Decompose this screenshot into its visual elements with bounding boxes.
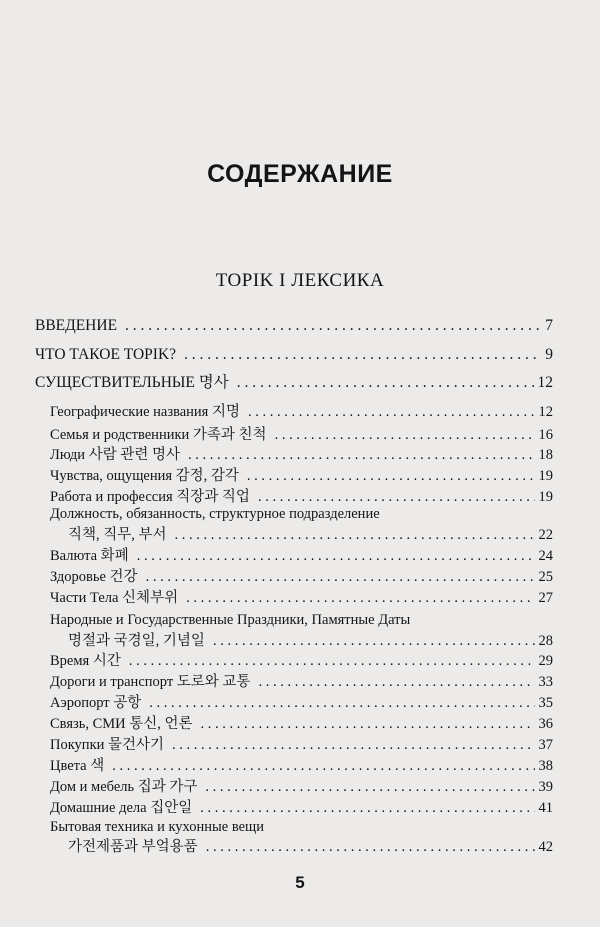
toc-entry-title: Дороги и транспорт 도로와 교통 bbox=[50, 674, 251, 690]
page-title: СОДЕРЖАНИЕ bbox=[207, 160, 393, 188]
toc-entry-airport[interactable] bbox=[50, 692, 553, 714]
toc-entry-body-parts[interactable] bbox=[50, 587, 553, 609]
dot-leader bbox=[213, 630, 535, 652]
toc-entry-page: 18 bbox=[538, 447, 553, 463]
toc-entry-continuation: 가전제품과 부엌용품 bbox=[68, 839, 198, 855]
dot-leader bbox=[275, 424, 535, 446]
toc-entry-title: СУЩЕСТВИТЕЛЬНЫЕ 명사 bbox=[35, 374, 229, 391]
toc-entry-page: 36 bbox=[538, 716, 553, 732]
toc-entry-page: 41 bbox=[538, 800, 553, 816]
toc-entry-shopping[interactable] bbox=[50, 734, 553, 756]
dot-leader bbox=[201, 713, 535, 735]
toc-entry-geography[interactable] bbox=[50, 401, 553, 423]
toc-entry-position-title: Должность, обязанность, структурное подразделение bbox=[50, 506, 380, 522]
toc-entry-introduction[interactable] bbox=[35, 315, 553, 337]
toc-entry-continuation: 명절과 국경일, 기념일 bbox=[68, 633, 205, 649]
toc-entry-page: 12 bbox=[537, 374, 553, 391]
toc-entry-page: 38 bbox=[538, 758, 553, 774]
dot-leader bbox=[237, 372, 534, 394]
toc-entry-nouns[interactable] bbox=[35, 372, 553, 394]
toc-entry-colors[interactable] bbox=[50, 755, 553, 777]
toc-entry-people[interactable] bbox=[50, 444, 553, 466]
toc-entry-title: ВВЕДЕНИЕ bbox=[35, 317, 118, 334]
toc-entry-page: 37 bbox=[538, 737, 553, 753]
dot-leader bbox=[206, 836, 535, 858]
dot-leader bbox=[247, 465, 535, 487]
toc-entry-page: 25 bbox=[538, 569, 553, 585]
toc-entry-appliances-title: Бытовая техника и кухонные вещи bbox=[50, 819, 264, 835]
toc-entry-title: Покупки 물건사기 bbox=[50, 737, 165, 753]
dot-leader bbox=[188, 444, 535, 466]
toc-entry-page: 16 bbox=[538, 427, 553, 443]
toc-entry-family[interactable] bbox=[50, 424, 553, 446]
toc-entry-page: 12 bbox=[538, 404, 553, 420]
toc-entry-title: Здоровье 건강 bbox=[50, 569, 138, 585]
toc-entry-page: 7 bbox=[545, 317, 553, 334]
toc-entry-roads[interactable] bbox=[50, 671, 553, 693]
toc-entry-feelings[interactable] bbox=[50, 465, 553, 487]
toc-entry-title: Домашние дела 집안일 bbox=[50, 800, 193, 816]
toc-entry-page: 28 bbox=[538, 633, 553, 649]
toc-entry-title: Части Тела 신체부위 bbox=[50, 590, 179, 606]
dot-leader bbox=[186, 587, 534, 609]
toc-entry-title: Географические названия 지명 bbox=[50, 404, 240, 420]
toc-entry-page: 39 bbox=[538, 779, 553, 795]
dot-leader bbox=[184, 344, 541, 366]
dot-leader bbox=[146, 566, 535, 588]
page-number: 5 bbox=[295, 873, 305, 892]
toc-entry-what-is-topik[interactable] bbox=[35, 344, 553, 366]
dot-leader bbox=[129, 650, 535, 672]
toc-entry-title: Чувства, ощущения 감정, 감각 bbox=[50, 468, 239, 484]
dot-leader bbox=[175, 524, 535, 546]
toc-entry-title: Работа и профессия 직장과 직업 bbox=[50, 489, 250, 505]
toc-entry-page: 24 bbox=[538, 548, 553, 564]
toc-entry-continuation: 직책, 직무, 부서 bbox=[68, 527, 167, 543]
dot-leader bbox=[125, 315, 541, 337]
toc-entry-page: 27 bbox=[538, 590, 553, 606]
toc-entry-home[interactable] bbox=[50, 776, 553, 798]
toc-entry-appliances[interactable] bbox=[50, 836, 553, 858]
dot-leader bbox=[205, 776, 534, 798]
dot-leader bbox=[149, 692, 534, 714]
toc-entry-page: 35 bbox=[538, 695, 553, 711]
toc-entry-title: Люди 사람 관련 명사 bbox=[50, 447, 180, 463]
toc-entry-title: Семья и родственники 가족과 친척 bbox=[50, 427, 267, 443]
toc-entry-page: 9 bbox=[545, 346, 553, 363]
toc-entry-page: 19 bbox=[538, 468, 553, 484]
toc-entry-title: ЧТО ТАКОЕ TOPIK? bbox=[35, 346, 177, 363]
toc-entry-title: Время 시간 bbox=[50, 653, 121, 669]
dot-leader bbox=[137, 545, 535, 567]
toc-entry-holidays-title: Народные и Государственные Праздники, Памятные Даты bbox=[50, 612, 411, 628]
dot-leader bbox=[112, 755, 534, 777]
dot-leader bbox=[258, 671, 534, 693]
toc-entry-title: Дом и мебель 집과 가구 bbox=[50, 779, 198, 795]
toc-entry-time[interactable] bbox=[50, 650, 553, 672]
toc-entry-media[interactable] bbox=[50, 713, 553, 735]
toc-entry-page: 33 bbox=[538, 674, 553, 690]
section-title: TOPIK I ЛЕКСИКА bbox=[215, 270, 385, 291]
toc-entry-position[interactable] bbox=[50, 524, 553, 546]
dot-leader bbox=[172, 734, 534, 756]
dot-leader bbox=[248, 401, 535, 423]
toc-entry-page: 42 bbox=[538, 839, 553, 855]
toc-entry-health[interactable] bbox=[50, 566, 553, 588]
toc-entry-currency[interactable] bbox=[50, 545, 553, 567]
toc-entry-page: 29 bbox=[538, 653, 553, 669]
toc-entry-title: Цвета 색 bbox=[50, 758, 105, 774]
toc-entry-title: Валюта 화폐 bbox=[50, 548, 129, 564]
toc-entry-page: 22 bbox=[538, 527, 553, 543]
toc-entry-holidays[interactable] bbox=[50, 630, 553, 652]
toc-entry-page: 19 bbox=[538, 489, 553, 505]
toc-entry-title: Связь, СМИ 통신, 언론 bbox=[50, 716, 193, 732]
toc-entry-title: Аэропорт 공항 bbox=[50, 695, 142, 711]
